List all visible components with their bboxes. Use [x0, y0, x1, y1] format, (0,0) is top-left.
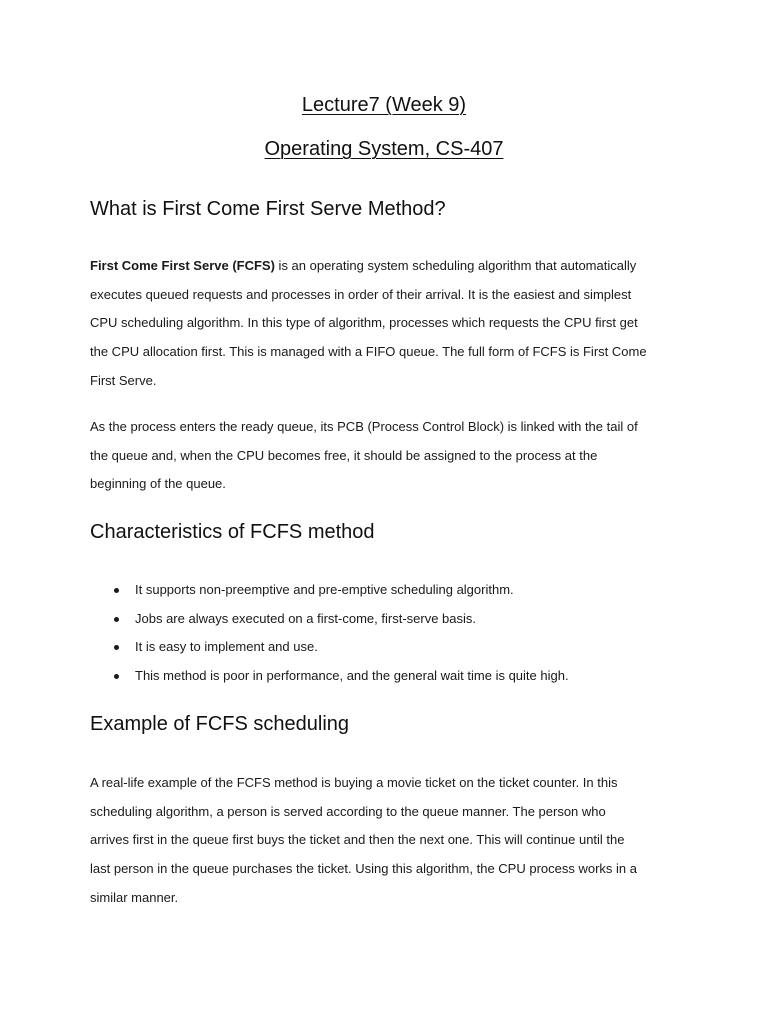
paragraph-line: executes queued requests and processes in order of their arrival. It is the easiest and simplest: [90, 286, 632, 302]
paragraph-line: the CPU allocation first. This is managed with a FIFO queue. The full form of FCFS is First Come: [90, 344, 647, 360]
list-item-text: Jobs are always executed on a first-come, first-serve basis.: [135, 610, 477, 626]
list-item-text: It is easy to implement and use.: [135, 639, 318, 655]
paragraph-line: arrives first in the queue first buys the ticket and then the next one. This will continue until the: [90, 832, 625, 848]
section-heading-fcfs-method: What is First Come First Serve Method?: [90, 198, 446, 220]
bullet-icon: [114, 588, 119, 593]
bullet-icon: [114, 617, 119, 622]
bullet-icon: [114, 674, 119, 679]
bullet-icon: [114, 645, 119, 650]
fcfs-definition-paragraph: [90, 252, 680, 396]
ready-queue-paragraph: [90, 413, 680, 499]
paragraph-line: similar manner.: [90, 889, 179, 905]
paragraph-line: First Serve.: [90, 372, 157, 388]
example-paragraph: [90, 769, 680, 913]
list-item-text: This method is poor in performance, and the general wait time is quite high.: [135, 668, 569, 684]
list-item-text: It supports non-preemptive and pre-emptive scheduling algorithm.: [135, 582, 514, 597]
section-heading-example: Example of FCFS scheduling: [90, 713, 350, 735]
paragraph-line: As the process enters the ready queue, its PCB (Process Control Block) is linked with the tail of: [90, 419, 638, 434]
paragraph-line: [90, 252, 680, 281]
paragraph-line: scheduling algorithm, a person is served according to the queue manner. The person who: [90, 803, 606, 819]
section-heading-characteristics: Characteristics of FCFS method: [90, 521, 375, 543]
paragraph-line: last person in the queue purchases the ticket. Using this algorithm, the CPU process works in a: [90, 861, 637, 877]
lecture-title: Lecture7 (Week 9): [301, 94, 467, 116]
paragraph-line: A real-life example of the FCFS method is buying a movie ticket on the ticket counter. In this: [90, 775, 618, 790]
course-subtitle: Operating System, CS-407: [264, 138, 504, 160]
paragraph-line-text: is an operating system scheduling algorithm that automatically: [274, 258, 637, 273]
paragraph-line: the queue and, when the CPU becomes free, it should be assigned to the process at the: [90, 447, 598, 463]
fcfs-term: First Come First Serve (FCFS): [90, 258, 275, 273]
paragraph-line: CPU scheduling algorithm. In this type of algorithm, processes which requests the CPU first get: [90, 315, 638, 331]
paragraph-line: beginning of the queue.: [90, 476, 226, 492]
